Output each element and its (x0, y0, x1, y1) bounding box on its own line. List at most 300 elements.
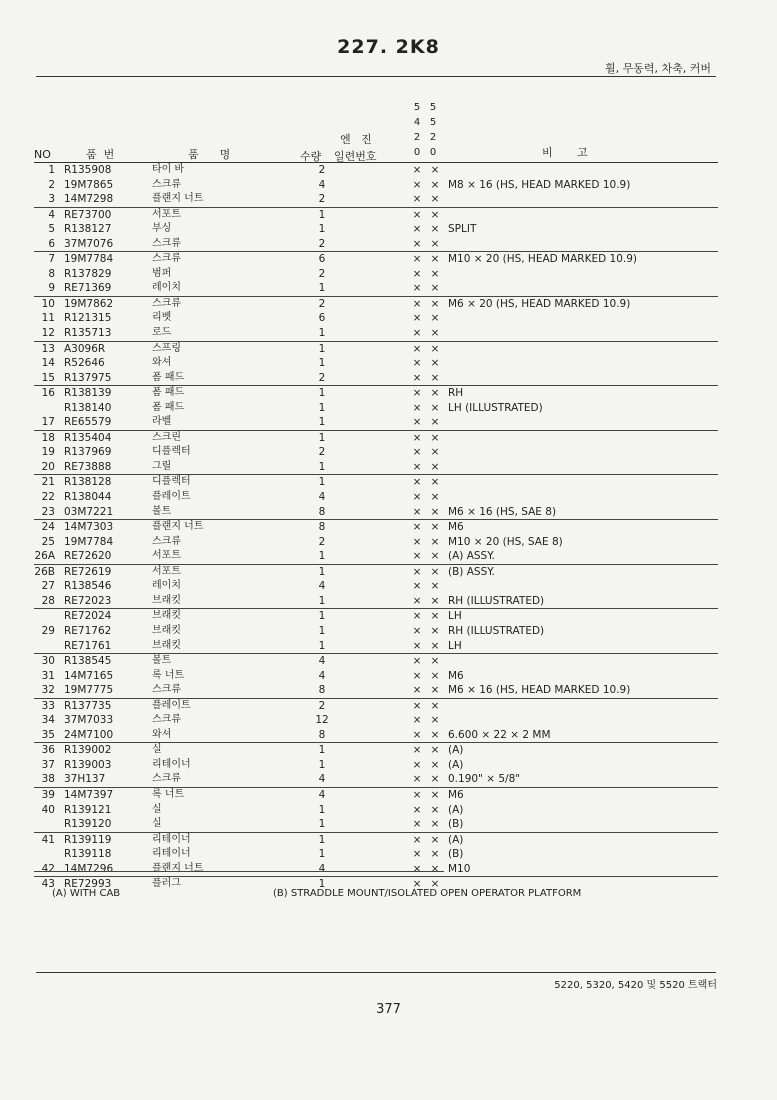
row-number: 3 (48, 193, 55, 206)
quantity: 8 (318, 521, 326, 534)
quantity: 4 (318, 788, 326, 801)
row-number: 24 (41, 521, 55, 534)
model-mark-5520: × (430, 624, 440, 637)
row-number: 16 (41, 387, 55, 400)
part-number: R52646 (64, 357, 105, 370)
header-qty: 수량 (300, 150, 322, 163)
part-name: 스크류 (152, 714, 181, 726)
table-row (34, 251, 718, 267)
row-number: 12 (41, 327, 55, 340)
model-mark-5520: × (430, 788, 440, 801)
row-number: 25 (41, 535, 55, 548)
quantity: 4 (318, 178, 326, 191)
model-mark-5420: × (412, 639, 422, 652)
model-mark-5420: × (412, 655, 422, 668)
quantity: 4 (318, 655, 326, 668)
part-name: 스크류 (152, 237, 181, 249)
model-mark-5420: × (412, 565, 422, 578)
quantity: 1 (318, 878, 326, 891)
part-number: RE71369 (64, 282, 112, 295)
part-number: 19M7775 (64, 684, 114, 697)
part-name: 실 (152, 818, 162, 830)
table-row (34, 832, 718, 848)
model-mark-5520: × (430, 505, 440, 518)
remarks: (A) (448, 758, 464, 771)
quantity: 4 (318, 773, 326, 786)
table-row (34, 163, 718, 178)
table-row (34, 564, 718, 580)
model-mark-5420: × (412, 312, 422, 325)
row-number: 34 (41, 714, 55, 727)
part-name: 스프링 (152, 342, 181, 354)
part-number: 14M7397 (64, 788, 114, 801)
part-number: R137975 (64, 371, 112, 384)
table-row (34, 594, 718, 609)
table-row (34, 445, 718, 460)
model-col1-digit3: 2 (413, 132, 421, 143)
quantity: 1 (318, 416, 326, 429)
part-number: R139121 (64, 803, 112, 816)
model-mark-5420: × (412, 223, 422, 236)
model-mark-5420: × (412, 505, 422, 518)
row-number: 42 (41, 862, 55, 875)
model-mark-5420: × (412, 342, 422, 355)
model-col1-digit4: 0 (413, 147, 421, 158)
remarks: M6 × 20 (HS, HEAD MARKED 10.9) (448, 297, 631, 310)
quantity: 1 (318, 342, 326, 355)
model-mark-5420: × (412, 550, 422, 563)
table-bottom-rule (34, 871, 444, 872)
part-name: 스크류 (152, 297, 181, 309)
quantity: 1 (318, 460, 326, 473)
part-name: 범퍼 (152, 267, 172, 279)
section-title: 휠, 무동력, 차축, 커버 (605, 62, 711, 75)
table-row (34, 608, 718, 624)
model-mark-5520: × (430, 773, 440, 786)
model-mark-5420: × (412, 862, 422, 875)
model-mark-5520: × (430, 342, 440, 355)
part-number: R139118 (64, 848, 112, 861)
part-number: R139119 (64, 833, 112, 846)
part-number: RE71761 (64, 639, 112, 652)
remarks: (A) (448, 833, 464, 846)
model-mark-5520: × (430, 178, 440, 191)
model-mark-5520: × (430, 803, 440, 816)
page-title: 227. 2K8 (337, 36, 440, 58)
table-row (34, 296, 718, 312)
model-mark-5420: × (412, 297, 422, 310)
quantity: 4 (318, 862, 326, 875)
row-number: 33 (41, 699, 55, 712)
table-row (34, 683, 718, 698)
part-name: 레이치 (152, 282, 181, 294)
model-mark-5520: × (430, 550, 440, 563)
model-col2-digit1: 5 (429, 102, 437, 113)
row-number: 30 (41, 655, 55, 668)
table-row (34, 862, 718, 877)
table-row (34, 847, 718, 862)
model-mark-5420: × (412, 178, 422, 191)
part-number: RE72993 (64, 878, 112, 891)
row-number: 37 (41, 758, 55, 771)
model-mark-5420: × (412, 253, 422, 266)
model-mark-5420: × (412, 416, 422, 429)
row-number: 40 (41, 803, 55, 816)
part-name: 브래킷 (152, 610, 181, 622)
quantity: 1 (318, 758, 326, 771)
quantity: 1 (318, 550, 326, 563)
part-number: 37M7033 (64, 714, 114, 727)
part-name: 스크류 (152, 535, 181, 547)
table-row (34, 371, 718, 386)
model-mark-5520: × (430, 565, 440, 578)
part-number: RE73700 (64, 208, 112, 221)
quantity: 1 (318, 833, 326, 846)
model-mark-5520: × (430, 580, 440, 593)
part-name: 스크린 (152, 431, 181, 443)
model-mark-5520: × (430, 431, 440, 444)
part-name: 볼트 (152, 505, 172, 517)
model-mark-5520: × (430, 848, 440, 861)
remarks: (A) (448, 803, 464, 816)
model-mark-5520: × (430, 594, 440, 607)
part-number: 14M7303 (64, 521, 114, 534)
model-mark-5520: × (430, 371, 440, 384)
part-name: 스크류 (152, 178, 181, 190)
part-number: R138546 (64, 580, 112, 593)
row-number: 28 (41, 594, 55, 607)
quantity: 2 (318, 237, 326, 250)
model-mark-5520: × (430, 862, 440, 875)
row-number: 43 (41, 878, 55, 891)
table-row (34, 803, 718, 818)
quantity: 4 (318, 491, 326, 504)
header-part-name: 품 명 (188, 148, 231, 161)
row-number: 1 (48, 164, 55, 176)
model-footer: 5220, 5320, 5420 및 5520 트랙터 (554, 980, 717, 991)
table-row (34, 758, 718, 773)
model-mark-5520: × (430, 521, 440, 534)
part-name: 플랜지 너트 (152, 193, 204, 205)
quantity: 1 (318, 282, 326, 295)
quantity: 2 (318, 267, 326, 280)
row-number: 26B (34, 565, 55, 578)
remarks: M6 × 16 (HS, HEAD MARKED 10.9) (448, 684, 631, 697)
quantity: 1 (318, 401, 326, 414)
part-name: 라벨 (152, 416, 172, 428)
row-number: 35 (41, 728, 55, 741)
part-name: 디플렉터 (152, 476, 191, 488)
quantity: 1 (318, 848, 326, 861)
quantity: 1 (318, 431, 326, 444)
part-number: R137969 (64, 446, 112, 459)
model-mark-5420: × (412, 878, 422, 891)
model-mark-5420: × (412, 535, 422, 548)
footnote-b: (B) STRADDLE MOUNT/ISOLATED OPEN OPERATOR PLATFORM (273, 888, 582, 899)
model-mark-5420: × (412, 758, 422, 771)
remarks: (B) (448, 818, 464, 831)
row-number: 5 (48, 223, 55, 236)
model-mark-5420: × (412, 580, 422, 593)
part-name: 와셔 (152, 728, 172, 740)
model-mark-5520: × (430, 655, 440, 668)
model-mark-5520: × (430, 237, 440, 250)
remarks: 0.190" × 5/8" (448, 773, 521, 786)
part-name: 서포트 (152, 565, 181, 577)
model-mark-5420: × (412, 208, 422, 221)
quantity: 2 (318, 535, 326, 548)
part-number: 14M7298 (64, 193, 114, 206)
part-number: RE73888 (64, 460, 112, 473)
row-number: 10 (41, 297, 55, 310)
row-number: 29 (41, 624, 55, 637)
part-number: 19M7865 (64, 178, 114, 191)
table-row (34, 535, 718, 550)
model-mark-5420: × (412, 833, 422, 846)
remarks: M8 × 16 (HS, HEAD MARKED 10.9) (448, 178, 631, 191)
row-number: 17 (41, 416, 55, 429)
model-mark-5520: × (430, 639, 440, 652)
remarks: LH (ILLUSTRATED) (448, 401, 543, 414)
part-number: R138128 (64, 476, 112, 489)
table-row (34, 742, 718, 758)
row-number: 39 (41, 788, 55, 801)
part-number: R139120 (64, 818, 112, 831)
table-row (34, 639, 718, 654)
header-part-no: 품 번 (86, 148, 115, 161)
model-mark-5520: × (430, 164, 440, 176)
quantity: 2 (318, 193, 326, 206)
part-number: R135908 (64, 164, 112, 176)
part-name: 볼트 (152, 655, 172, 667)
model-mark-5420: × (412, 387, 422, 400)
model-mark-5520: × (430, 728, 440, 741)
model-mark-5520: × (430, 476, 440, 489)
model-mark-5420: × (412, 714, 422, 727)
row-number: 6 (48, 237, 55, 250)
part-number: RE72023 (64, 594, 112, 607)
model-mark-5520: × (430, 282, 440, 295)
model-mark-5520: × (430, 387, 440, 400)
quantity: 1 (318, 327, 326, 340)
quantity: 2 (318, 446, 326, 459)
row-number: 8 (48, 267, 55, 280)
table-row (34, 311, 718, 326)
model-mark-5520: × (430, 535, 440, 548)
model-mark-5420: × (412, 476, 422, 489)
part-name: 리테이너 (152, 848, 191, 860)
remarks: M6 (448, 521, 464, 534)
part-name: 실 (152, 803, 162, 815)
row-number: 18 (41, 431, 55, 444)
model-mark-5520: × (430, 460, 440, 473)
row-number: 26A (34, 550, 55, 563)
part-number: R137829 (64, 267, 112, 280)
remarks: M10 × 20 (HS, SAE 8) (448, 535, 563, 548)
model-mark-5420: × (412, 773, 422, 786)
model-mark-5520: × (430, 267, 440, 280)
quantity: 1 (318, 610, 326, 623)
part-name: 리벳 (152, 312, 172, 324)
part-name: 브래킷 (152, 624, 181, 636)
part-number: R138127 (64, 223, 112, 236)
model-mark-5520: × (430, 357, 440, 370)
row-number: 15 (41, 371, 55, 384)
quantity: 4 (318, 669, 326, 682)
part-name: 록 너트 (152, 669, 185, 681)
model-mark-5520: × (430, 744, 440, 757)
part-name: 폼 패드 (152, 371, 185, 383)
table-row (34, 474, 718, 490)
table-row (34, 341, 718, 357)
model-mark-5420: × (412, 164, 422, 176)
model-mark-5520: × (430, 208, 440, 221)
remarks: M6 (448, 788, 464, 801)
table-row (34, 490, 718, 505)
model-mark-5420: × (412, 624, 422, 637)
part-name: 서포트 (152, 550, 181, 562)
table-row (34, 817, 718, 832)
table-row (34, 415, 718, 430)
part-number: RE72619 (64, 565, 112, 578)
model-mark-5520: × (430, 312, 440, 325)
part-number: RE71762 (64, 624, 112, 637)
quantity: 1 (318, 594, 326, 607)
quantity: 2 (318, 297, 326, 310)
part-name: 그릴 (152, 460, 172, 472)
table-row (34, 653, 718, 669)
remarks: (B) ASSY. (448, 565, 495, 578)
row-number: 9 (48, 282, 55, 295)
row-number: 32 (41, 684, 55, 697)
table-row (34, 669, 718, 684)
part-name: 스크류 (152, 253, 181, 265)
row-number: 31 (41, 669, 55, 682)
part-number: R138044 (64, 491, 112, 504)
part-name: 플랜지 너트 (152, 862, 204, 874)
row-number: 20 (41, 460, 55, 473)
quantity: 1 (318, 357, 326, 370)
quantity: 8 (318, 728, 326, 741)
part-name: 타이 바 (152, 164, 185, 175)
part-name: 플레이트 (152, 699, 191, 711)
row-number: 11 (41, 312, 55, 325)
table-row (34, 326, 718, 341)
model-mark-5520: × (430, 714, 440, 727)
part-number: 14M7165 (64, 669, 114, 682)
model-mark-5520: × (430, 327, 440, 340)
model-mark-5520: × (430, 699, 440, 712)
quantity: 1 (318, 744, 326, 757)
model-mark-5420: × (412, 684, 422, 697)
model-mark-5520: × (430, 758, 440, 771)
quantity: 2 (318, 371, 326, 384)
quantity: 1 (318, 818, 326, 831)
parts-table (34, 163, 718, 892)
part-number: R139002 (64, 744, 112, 757)
table-row (34, 787, 718, 803)
model-mark-5520: × (430, 401, 440, 414)
row-number: 2 (48, 178, 55, 191)
part-name: 스크류 (152, 684, 181, 696)
model-mark-5420: × (412, 431, 422, 444)
quantity: 1 (318, 208, 326, 221)
table-row (34, 579, 718, 594)
part-name: 디플렉터 (152, 446, 191, 458)
part-number: R138140 (64, 401, 112, 414)
part-number: 37M7076 (64, 237, 114, 250)
model-mark-5420: × (412, 193, 422, 206)
quantity: 12 (315, 714, 329, 727)
table-row (34, 401, 718, 416)
part-name: 플레이트 (152, 491, 191, 503)
part-name: 레이치 (152, 580, 181, 592)
part-number: 19M7862 (64, 297, 114, 310)
model-mark-5520: × (430, 833, 440, 846)
model-mark-5520: × (430, 223, 440, 236)
model-col2-digit3: 2 (429, 132, 437, 143)
part-number: R135404 (64, 431, 112, 444)
row-number: 21 (41, 476, 55, 489)
model-mark-5520: × (430, 684, 440, 697)
remarks: LH (448, 639, 462, 652)
quantity: 6 (318, 312, 326, 325)
remarks: (A) ASSY. (448, 550, 495, 563)
model-mark-5420: × (412, 491, 422, 504)
part-name: 리테이너 (152, 758, 191, 770)
row-number: 23 (41, 505, 55, 518)
quantity: 1 (318, 387, 326, 400)
part-name: 실 (152, 744, 162, 756)
model-col1-digit2: 4 (413, 117, 421, 128)
part-number: R137735 (64, 699, 112, 712)
remarks: (B) (448, 848, 464, 861)
row-number: 22 (41, 491, 55, 504)
model-mark-5420: × (412, 521, 422, 534)
remarks: M10 × 20 (HS, HEAD MARKED 10.9) (448, 253, 638, 266)
model-mark-5420: × (412, 699, 422, 712)
table-row (34, 222, 718, 237)
part-number: 19M7784 (64, 535, 114, 548)
model-mark-5420: × (412, 803, 422, 816)
header-remarks: 비 고 (542, 146, 588, 159)
model-mark-5420: × (412, 788, 422, 801)
model-mark-5420: × (412, 237, 422, 250)
part-number: R138545 (64, 655, 112, 668)
part-number: R121315 (64, 312, 112, 325)
model-mark-5420: × (412, 818, 422, 831)
model-mark-5520: × (430, 297, 440, 310)
table-row (34, 519, 718, 535)
part-name: 로드 (152, 327, 172, 339)
model-mark-5520: × (430, 878, 440, 891)
quantity: 4 (318, 580, 326, 593)
part-name: 플랜지 너트 (152, 521, 204, 533)
remarks: M6 × 16 (HS, SAE 8) (448, 505, 557, 518)
model-mark-5420: × (412, 848, 422, 861)
table-row (34, 505, 718, 520)
model-mark-5420: × (412, 327, 422, 340)
quantity: 2 (318, 164, 326, 176)
quantity: 2 (318, 699, 326, 712)
model-col2-digit2: 5 (429, 117, 437, 128)
part-number: RE72024 (64, 610, 112, 623)
table-row (34, 624, 718, 639)
part-name: 록 너트 (152, 788, 185, 800)
row-number: 7 (48, 253, 55, 266)
part-name: 폼 패드 (152, 401, 185, 413)
row-number: 36 (41, 744, 55, 757)
